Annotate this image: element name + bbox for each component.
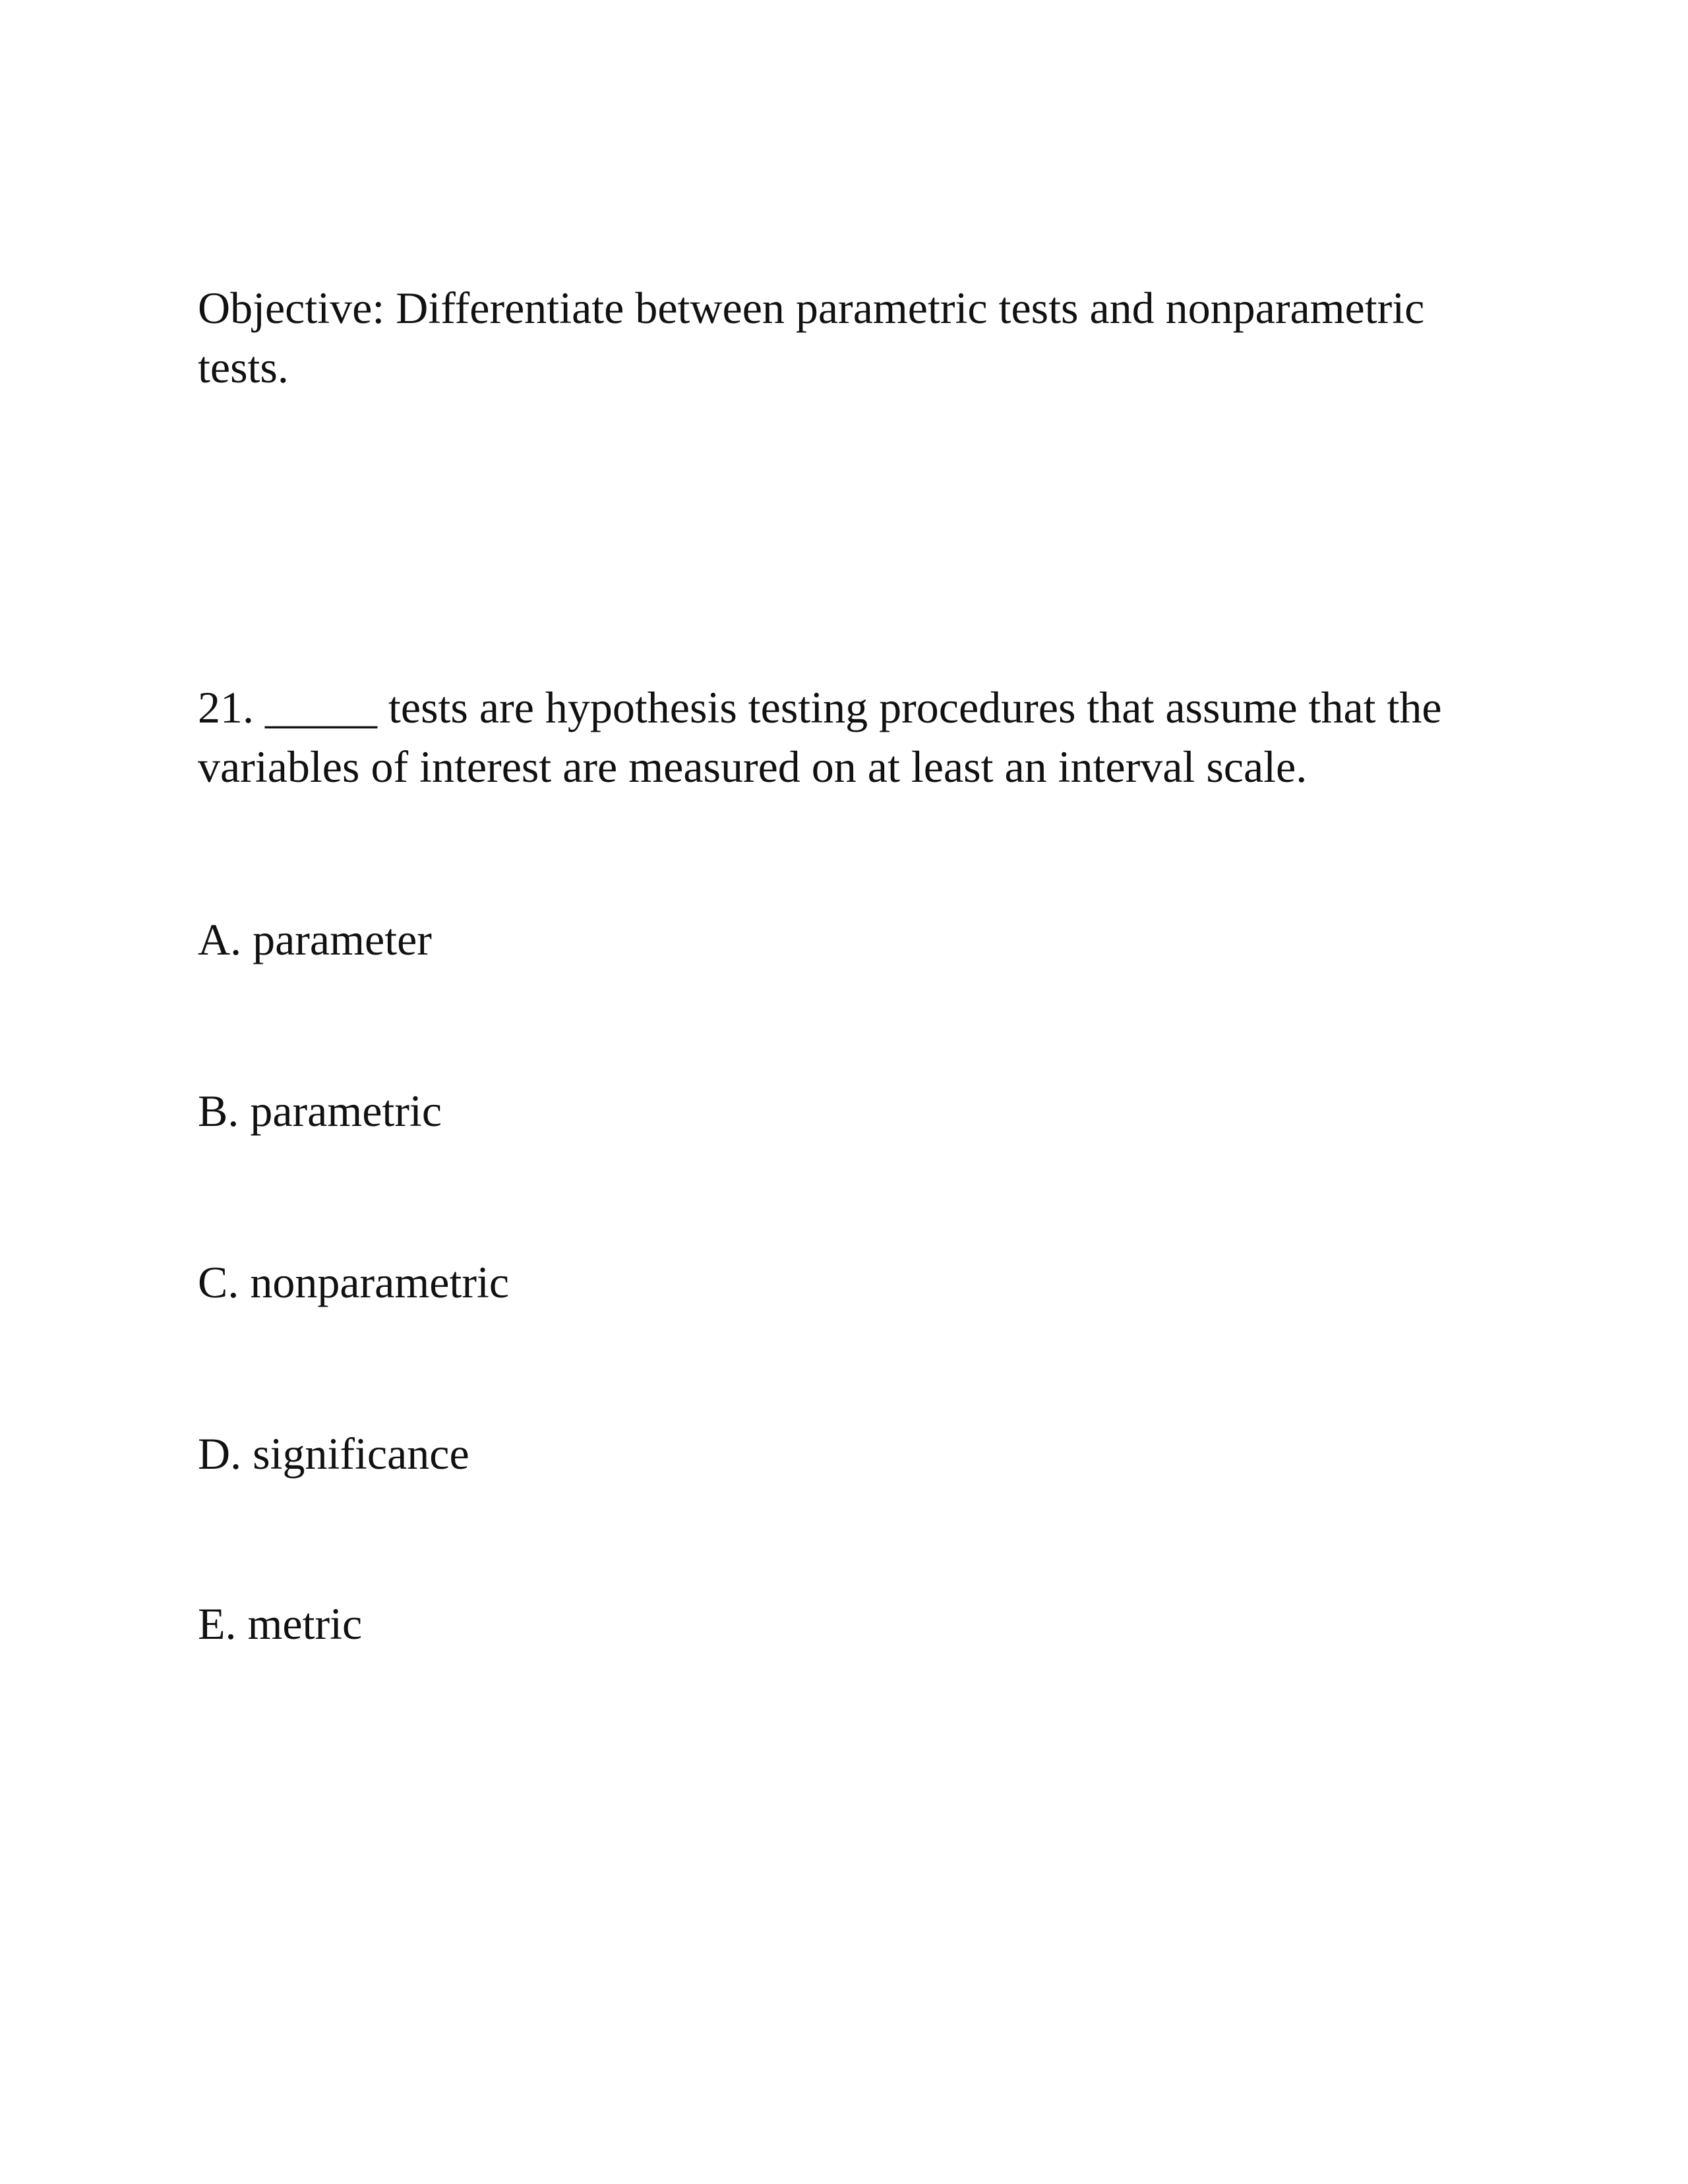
option-a: A. parameter	[198, 914, 432, 964]
option-d: D. significance	[198, 1429, 469, 1479]
option-e: E. metric	[198, 1599, 363, 1649]
objective-text: Objective: Differentiate between parametric tests and nonparametric tests.	[198, 283, 1425, 392]
option-c: C. nonparametric	[198, 1257, 510, 1307]
question-text: 21. _____ tests are hypothesis testing procedures that assume that the variables of interest are measured on at least an interval scale.	[198, 682, 1442, 792]
option-b: B. parametric	[198, 1086, 442, 1136]
